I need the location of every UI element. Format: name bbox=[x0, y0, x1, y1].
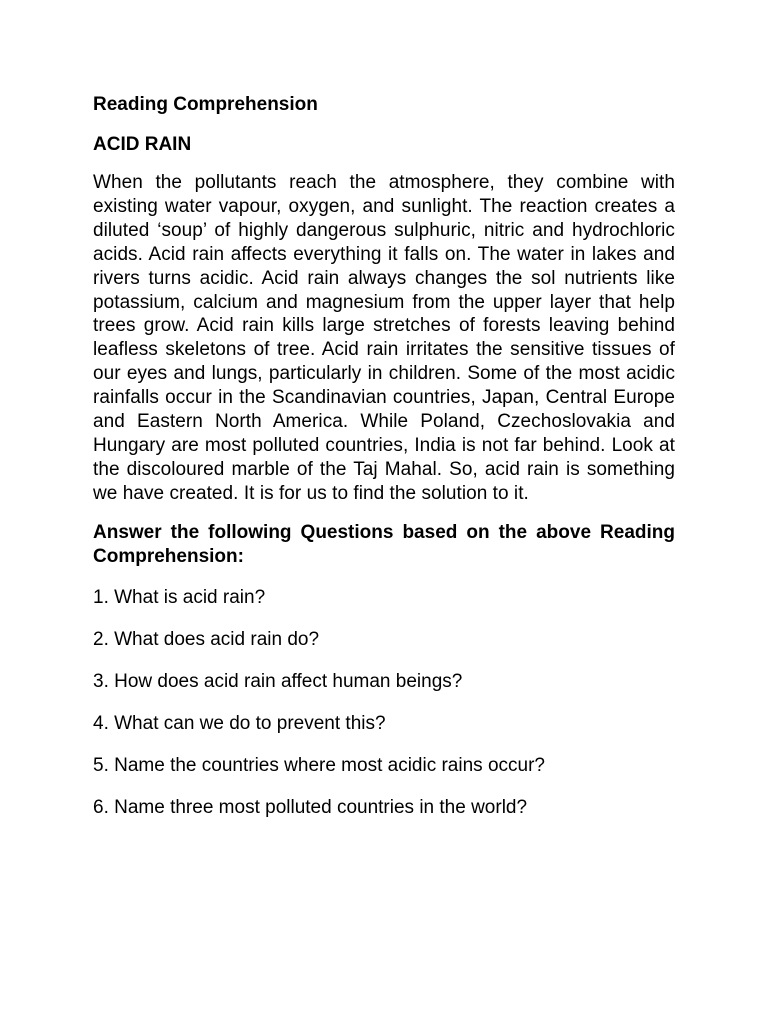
question-item-4: 4. What can we do to prevent this? bbox=[93, 712, 386, 734]
questions-list bbox=[93, 586, 675, 820]
document-page bbox=[93, 93, 675, 838]
document-title: Reading Comprehension bbox=[93, 94, 318, 115]
section-title: ACID RAIN bbox=[93, 134, 192, 155]
question-item-5: 5. Name the countries where most acidic rains occur? bbox=[93, 754, 545, 776]
question-item-2: 2. What does acid rain do? bbox=[93, 628, 320, 650]
question-item-3: 3. How does acid rain affect human beings? bbox=[93, 670, 463, 692]
passage-paragraph: When the pollutants reach the atmosphere, they combine with existing water vapour, oxygen, and sunlight. The reaction creates a diluted ‘soup’ of highly dangerous sulphuric, nitric and hydrochloric acids. Acid rain affects everything it falls on. The water in lakes and rivers turns acidic. Acid rain always changes the sol nutrients like potassium, calcium and magnesium from the upper layer that help trees grow. Acid rain kills large stretches of forests leaving behind leafless skeletons of tree. Acid rain irritates the sensitive tissues of our eyes and lungs, particularly in children. Some of the most acidic rainfalls occur in the Scandinavian countries, Japan, Central Europe and Eastern North America. While Poland, Czechoslovakia and Hungary are most polluted countries, India is not far behind. Look at the discoloured marble of the Taj Mahal. So, acid rain is something we have created. It is for us to find the solution to it. bbox=[93, 172, 675, 504]
instructions-text: Answer the following Questions based on the above Reading Comprehension: bbox=[93, 521, 675, 567]
question-item-1: 1. What is acid rain? bbox=[93, 586, 266, 608]
question-item-6: 6. Name three most polluted countries in the world? bbox=[93, 796, 528, 818]
